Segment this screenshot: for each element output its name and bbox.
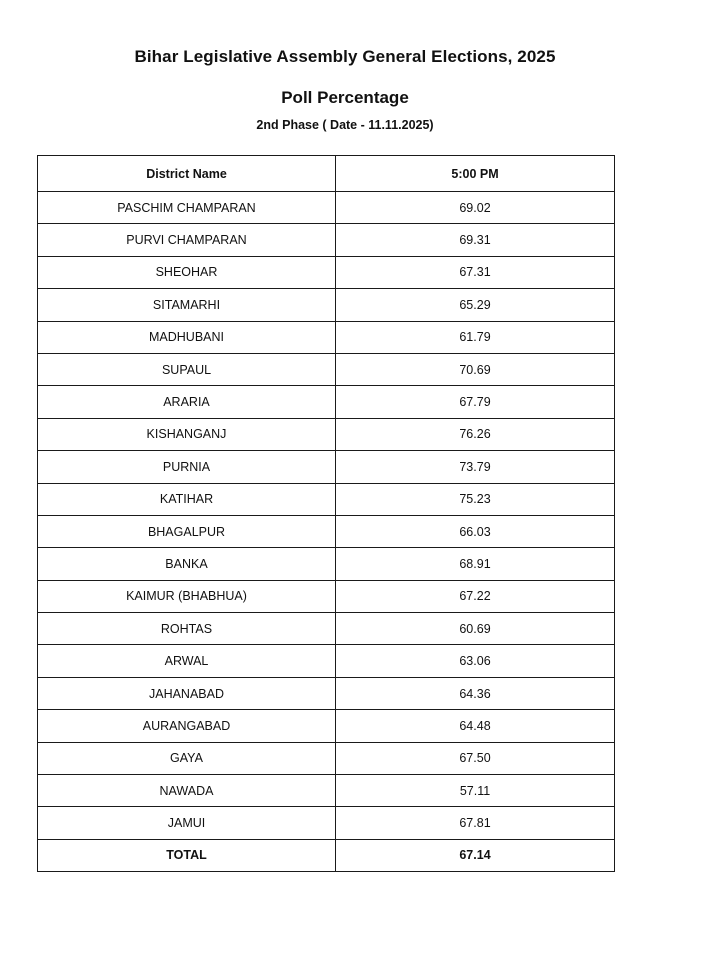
district-name-cell: KATIHAR — [38, 483, 336, 515]
document-title: Bihar Legislative Assembly General Elections, 2025 — [134, 47, 556, 66]
district-name-cell: SHEOHAR — [38, 256, 336, 288]
table-row — [38, 192, 615, 224]
district-name-cell: KAIMUR (BHABHUA) — [38, 580, 336, 612]
district-name-cell: NAWADA — [38, 775, 336, 807]
poll-percentage-cell: 67.22 — [336, 580, 615, 612]
poll-percentage-cell: 76.26 — [336, 418, 615, 450]
table-row — [38, 386, 615, 418]
poll-percentage-cell: 68.91 — [336, 548, 615, 580]
table-row — [38, 483, 615, 515]
table-row — [38, 353, 615, 385]
district-name-cell: PASCHIM CHAMPARAN — [38, 192, 336, 224]
district-name-cell: JAMUI — [38, 807, 336, 839]
district-name-cell: PURNIA — [38, 451, 336, 483]
district-name-cell: JAHANABAD — [38, 677, 336, 709]
district-name-cell: KISHANGANJ — [38, 418, 336, 450]
table-row — [38, 710, 615, 742]
table-row — [38, 677, 615, 709]
district-name-cell: ARWAL — [38, 645, 336, 677]
poll-percentage-cell: 75.23 — [336, 483, 615, 515]
poll-percentage-cell: 61.79 — [336, 321, 615, 353]
poll-percentage-cell: 66.03 — [336, 515, 615, 547]
poll-percentage-cell: 65.29 — [336, 289, 615, 321]
poll-percentage-cell: 64.48 — [336, 710, 615, 742]
district-name-cell: PURVI CHAMPARAN — [38, 224, 336, 256]
document-subtitle: Poll Percentage — [281, 88, 409, 107]
district-name-cell: MADHUBANI — [38, 321, 336, 353]
poll-percentage-cell: 67.31 — [336, 256, 615, 288]
table-row — [38, 613, 615, 645]
district-name-cell: AURANGABAD — [38, 710, 336, 742]
poll-percentage-cell: 67.50 — [336, 742, 615, 774]
table-row — [38, 742, 615, 774]
table-row — [38, 645, 615, 677]
poll-percentage-cell: 70.69 — [336, 353, 615, 385]
table-row — [38, 321, 615, 353]
table-row — [38, 548, 615, 580]
district-name-cell: ARARIA — [38, 386, 336, 418]
district-name-cell: ROHTAS — [38, 613, 336, 645]
table-row — [38, 515, 615, 547]
table-row — [38, 224, 615, 256]
table-body — [38, 192, 615, 840]
poll-percentage-cell: 73.79 — [336, 451, 615, 483]
table-row — [38, 256, 615, 288]
poll-percentage-cell: 67.79 — [336, 386, 615, 418]
total-value: 67.14 — [336, 839, 615, 871]
total-label: TOTAL — [38, 839, 336, 871]
table-row — [38, 289, 615, 321]
poll-percentage-table — [37, 155, 615, 872]
poll-percentage-cell: 69.02 — [336, 192, 615, 224]
poll-percentage-cell: 69.31 — [336, 224, 615, 256]
phase-date-line: 2nd Phase ( Date - 11.11.2025) — [256, 118, 434, 132]
table-row — [38, 418, 615, 450]
district-name-cell: BANKA — [38, 548, 336, 580]
poll-percentage-cell: 64.36 — [336, 677, 615, 709]
table-row — [38, 451, 615, 483]
poll-percentage-cell: 63.06 — [336, 645, 615, 677]
district-name-cell: BHAGALPUR — [38, 515, 336, 547]
poll-percentage-cell: 57.11 — [336, 775, 615, 807]
district-name-cell: SITAMARHI — [38, 289, 336, 321]
total-row — [38, 839, 615, 871]
column-header-district: District Name — [38, 156, 336, 192]
district-name-cell: GAYA — [38, 742, 336, 774]
table-row — [38, 580, 615, 612]
column-header-time: 5:00 PM — [336, 156, 615, 192]
table-row — [38, 775, 615, 807]
table-header-row — [38, 156, 615, 192]
poll-percentage-cell: 60.69 — [336, 613, 615, 645]
district-name-cell: SUPAUL — [38, 353, 336, 385]
poll-percentage-cell: 67.81 — [336, 807, 615, 839]
table-row — [38, 807, 615, 839]
